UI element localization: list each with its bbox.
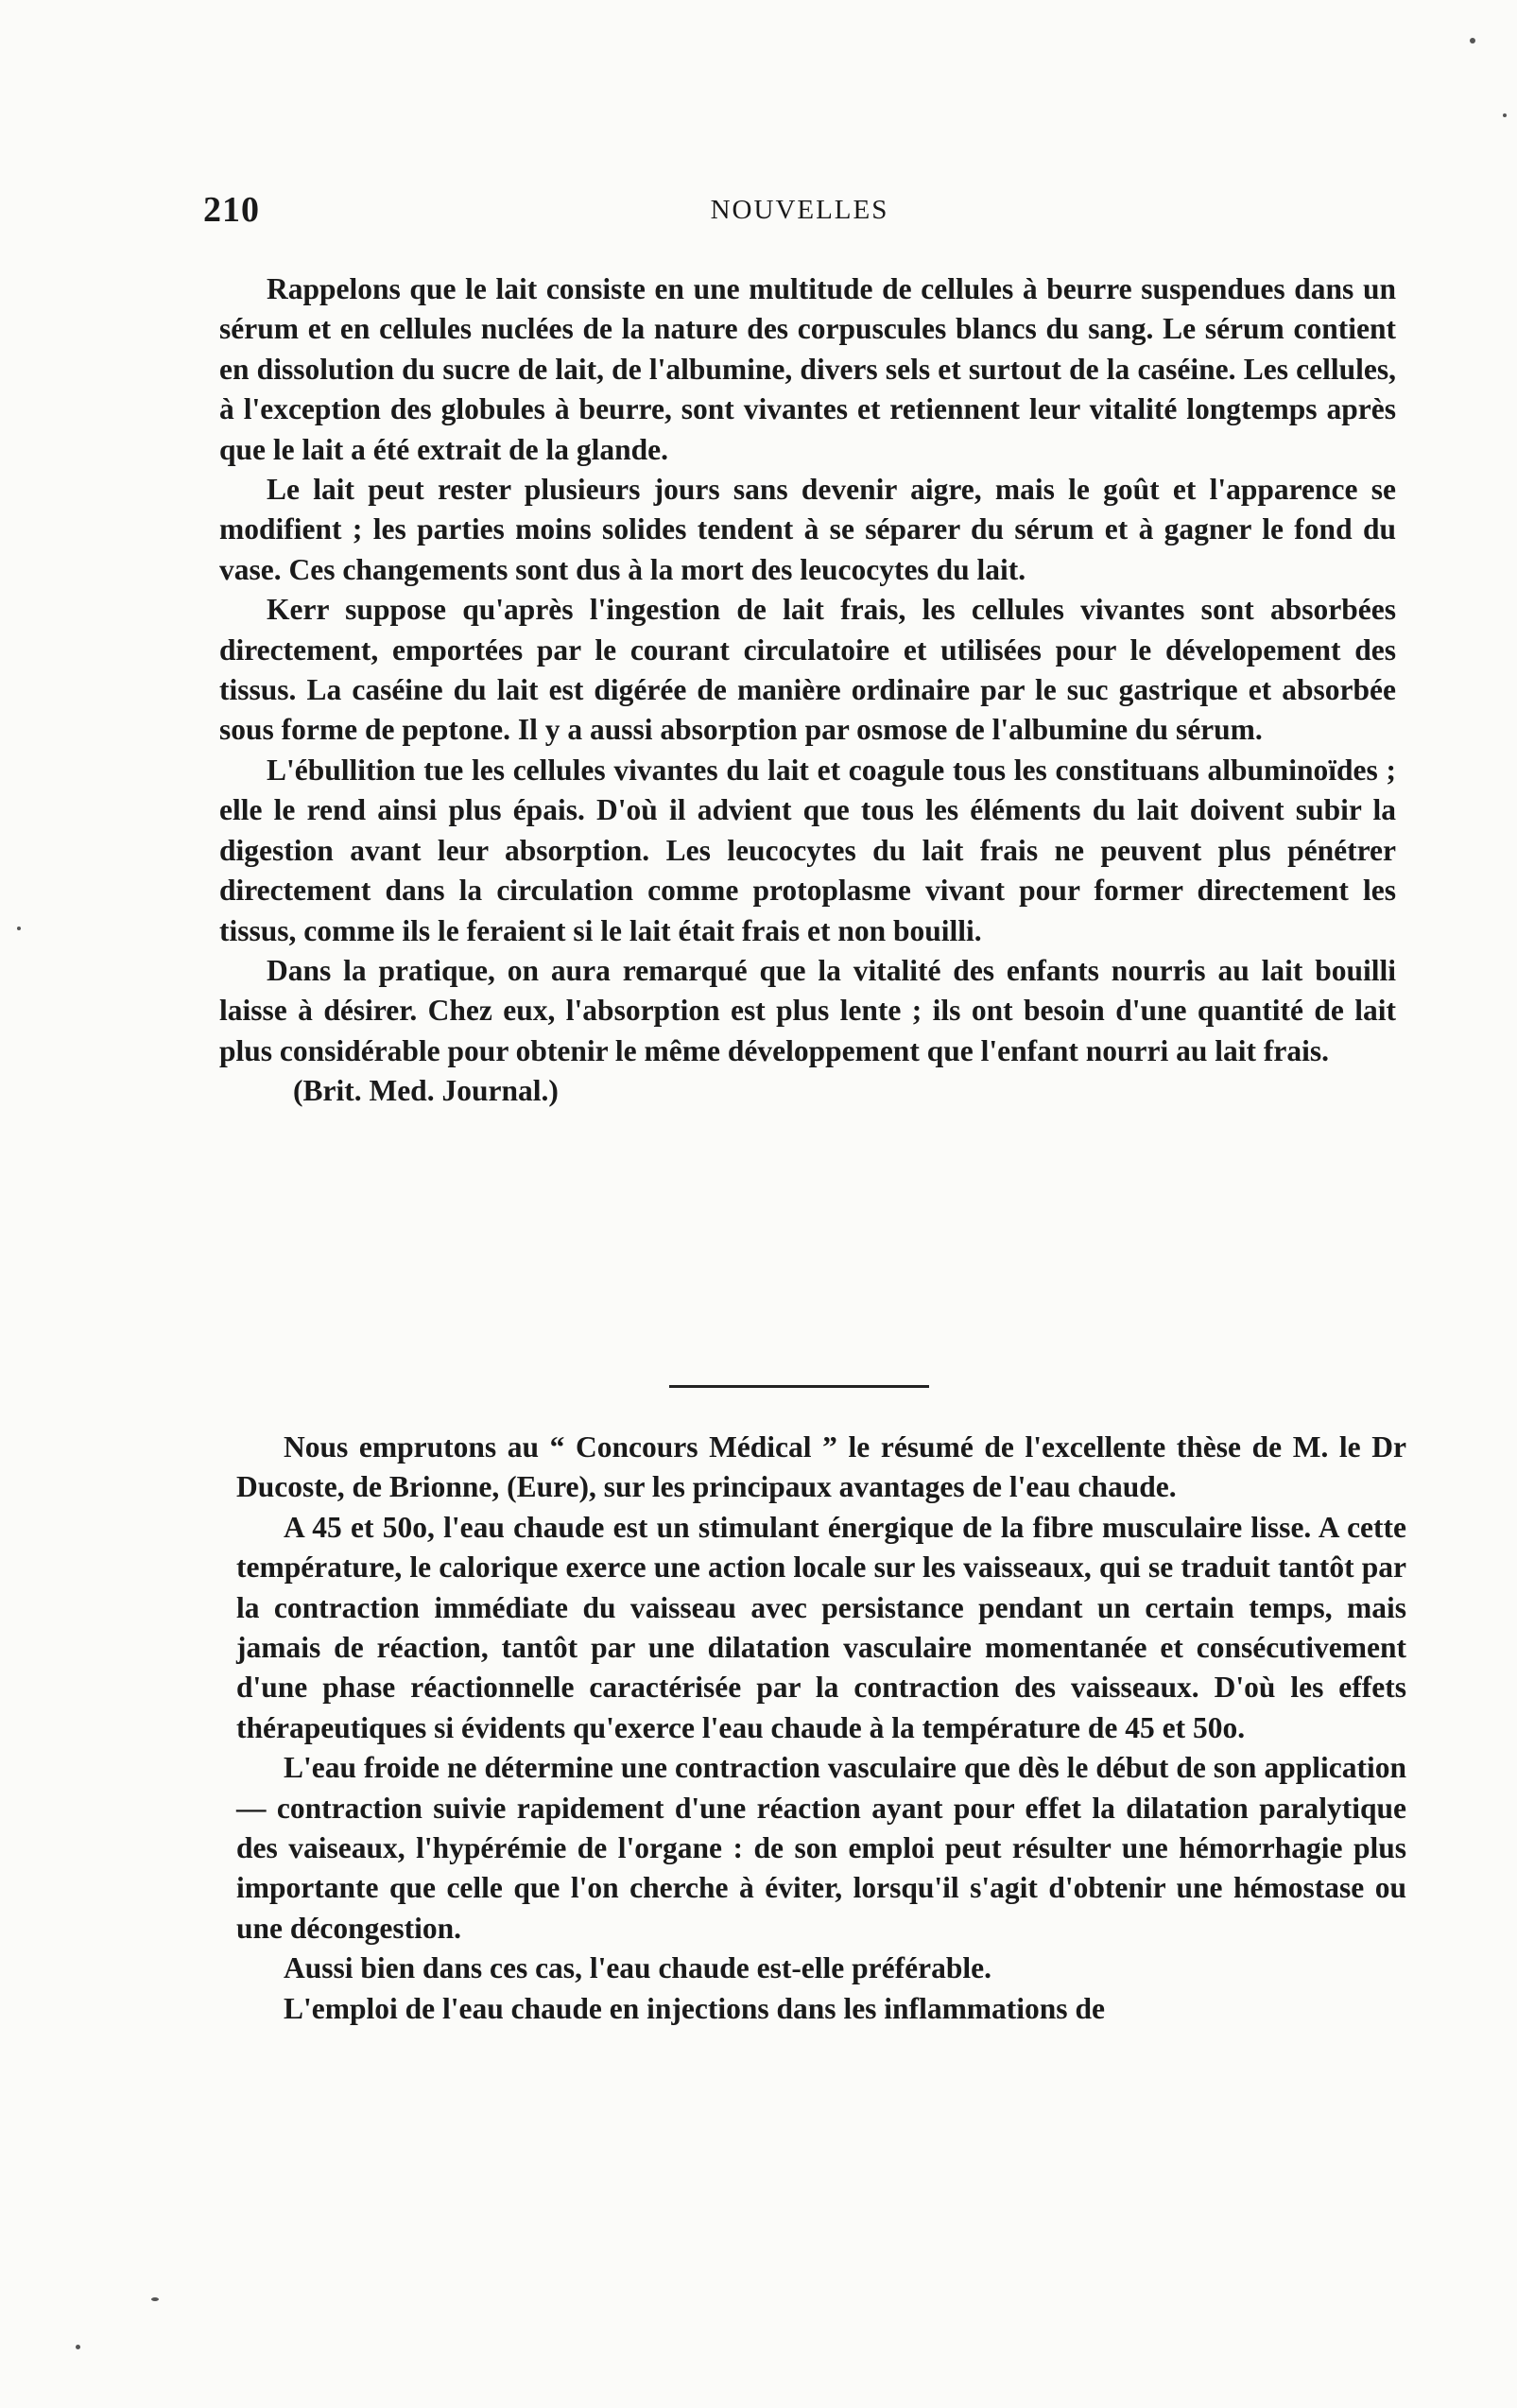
paragraph: A 45 et 50o, l'eau chaude est un stimulant énergique de la fibre musculaire lisse. A cette température, le calorique exerce une action locale sur les vaisseaux, qui se traduit tantôt par la contraction immédiate du vaisseau avec persistance pendant un certain temps, mais jamais de réaction, tantôt par une dilatation vasculaire momentanée et consécutivement d'une phase réactionnelle caractérisée par la contraction des vaisseaux. D'où les effets thérapeutiques si évidents qu'exerce l'eau chaude à la température de 45 et 50o. <box>236 1510 1406 1744</box>
page-header <box>203 189 1396 236</box>
scan-speck <box>1503 113 1507 117</box>
paragraph: L'ébullition tue les cellules vivantes du lait et coagule tous les constituans albuminoïdes ; elle le rend ainsi plus épais. D'où il advient que tous les éléments du lait doivent subir la digestion avant leur absorption. Les leucocytes du lait frais ne peuvent plus pénétrer directement dans la circulation comme protoplasme vivant pour former directement les tissus, comme ils le feraient si le lait était frais et non bouilli. <box>219 753 1396 947</box>
citation: (Brit. Med. Journal.) <box>293 1074 559 1108</box>
paragraph: L'emploi de l'eau chaude en injections dans les inflammations de <box>284 1991 1105 2025</box>
paragraph: Rappelons que le lait consiste en une multitude de cellules à beurre suspendues dans un sérum et en cellules nuclées de la nature des corpuscules blancs du sang. Le sérum contient en dissolution du sucre de lait, de l'albumine, divers sels et surtout de la caséine. Les cellules, à l'exception des globules à beurre, sont vivantes et retiennent leur vitalité longtemps après que le lait a été extrait de la glande. <box>219 272 1396 466</box>
paragraph: Dans la pratique, on aura remarqué que la vitalité des enfants nourris au lait bouilli laisse à désirer. Chez eux, l'absorption est plus lente ; ils ont besoin d'une quantité de lait plus considérable pour obtenir le même développement que l'enfant nourri au lait frais. <box>219 953 1396 1067</box>
paragraph: Aussi bien dans ces cas, l'eau chaude est-elle préférable. <box>284 1951 991 1985</box>
running-title: NOUVELLES <box>710 195 889 225</box>
paragraph: L'eau froide ne détermine une contraction vasculaire que dès le début de son application— contraction suivie rapidement d'une réaction ayant pour effet la dilatation paralytique des vaiseaux, l'hypérémie de l'organe : de son emploi peut résulter une hémorrhagie plus importante que celle que l'on cherche à éviter, lorsqu'il s'agit d'obtenir une hémostase ou une décongestion. <box>236 1751 1406 1945</box>
paragraph: Kerr suppose qu'après l'ingestion de lait frais, les cellules vivantes sont absorbées directement, emportées par le courant circulatoire et utilisées pour le dévelopement des tissus. La caséine du lait est digérée de manière ordinaire par le suc gastrique et absorbée sous forme de peptone. Il y a aussi absorption par osmose de l'albumine du sérum. <box>219 593 1396 747</box>
scan-speck <box>1470 38 1475 43</box>
scan-speck <box>17 927 21 930</box>
article-hot-water <box>236 1428 1406 2029</box>
scan-speck <box>76 2345 80 2349</box>
scan-speck <box>151 2297 159 2301</box>
section-divider <box>669 1385 929 1388</box>
paragraph: Le lait peut rester plusieurs jours sans devenir aigre, mais le goût et l'apparence se modifient ; les parties moins solides tendent à se séparer du sérum et à gagner le fond du vase. Ces changements sont dus à la mort des leucocytes du lait. <box>219 473 1396 586</box>
page-number: 210 <box>203 190 260 230</box>
article-milk <box>219 269 1396 1112</box>
paragraph: Nous emprutons au “ Concours Médical ” le résumé de l'excellente thèse de M. le Dr Ducoste, de Brionne, (Eure), sur les principaux avantages de l'eau chaude. <box>236 1430 1406 1504</box>
